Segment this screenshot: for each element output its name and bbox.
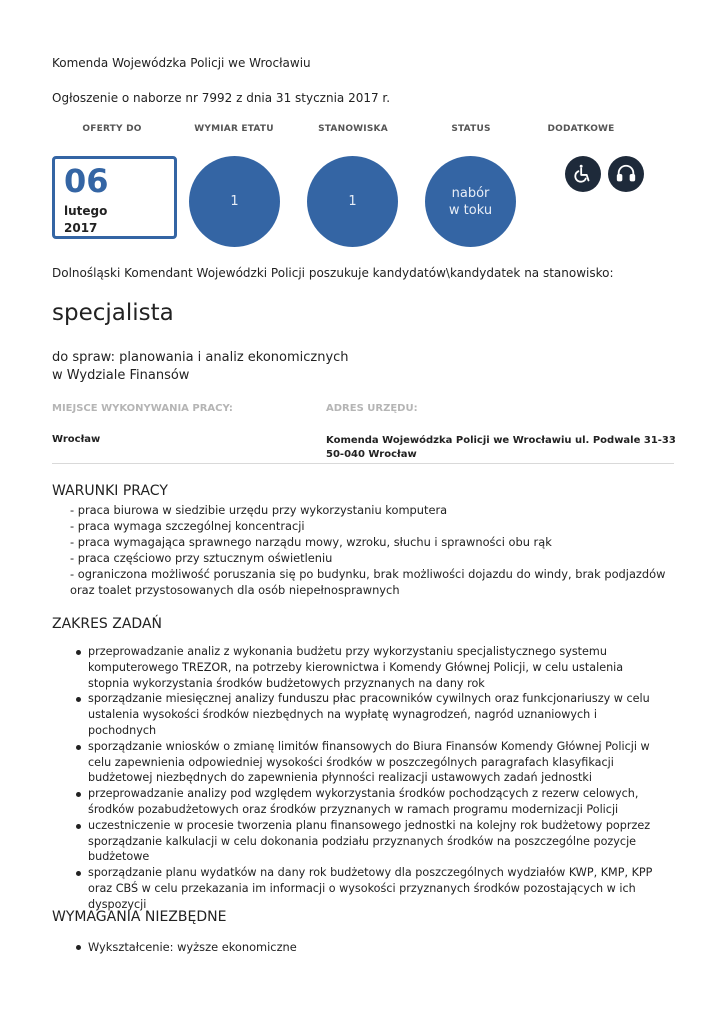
positions-value: 1 — [348, 194, 357, 209]
etat-value: 1 — [230, 194, 239, 209]
deadline-year: 2017 — [64, 221, 98, 235]
institution-name: Komenda Wojewódzka Policji we Wrocławiu — [52, 56, 311, 70]
status-circle — [425, 156, 516, 247]
list-item: - praca wymagająca sprawnego narządu mowy, wzroku, słuchu i sprawności obu rąk — [70, 535, 552, 549]
label-status: STATUS — [451, 124, 491, 134]
deadline-day: 06 — [64, 162, 109, 200]
position-subtitle — [52, 349, 349, 385]
list-item: sporządzanie miesięcznej analizy funduszu płac pracowników cywilnych oraz funkcjonariuszy w celu ustalenia wysokości środków niezbędnych na wypłatę wynagrodzeń, nagród uznaniowych i pochodnych — [52, 691, 662, 738]
list-item: - praca biurowa w siedzibie urzędu przy wykorzystaniu komputera — [70, 503, 448, 517]
list-item: Wykształcenie: wyższe ekonomiczne — [52, 939, 662, 955]
list-item: uczestniczenie w procesie tworzenia planu finansowego jednostki na kolejny rok budżetowy poprzez sporządzanie kalkulacji w celu dokonania podziału przyznanych środków na poszczególne pozycje budżetowe — [52, 818, 662, 865]
divider — [52, 463, 674, 464]
requirements-title: WYMAGANIA NIEZBĘDNE — [52, 909, 227, 925]
address-line-1: Komenda Wojewódzka Policji we Wrocławiu ul. Podwale 31-33 — [326, 435, 676, 446]
status-line-1: nabór — [451, 185, 490, 201]
address-line-2: 50-040 Wrocław — [326, 449, 417, 460]
wheelchair-icon — [565, 156, 601, 192]
workplace-label: MIEJSCE WYKONYWANIA PRACY: — [52, 403, 233, 414]
label-wymiar-etatu: WYMIAR ETATU — [194, 124, 274, 134]
list-item: przeprowadzanie analiz z wykonania budżetu przy wykorzystaniu specjalistycznego systemu komputerowego TREZOR, na potrzeby kierownictwa i Komendy Głównej Policji, w celu ustalenia stopnia wykorzystania środków budżetowych przyznanych na dany rok — [52, 644, 662, 691]
label-stanowiska: STANOWISKA — [318, 124, 388, 134]
deadline-month: lutego — [64, 204, 108, 218]
office-address-value — [326, 434, 676, 462]
conditions-title: WARUNKI PRACY — [52, 483, 168, 499]
headset-icon — [608, 156, 644, 192]
status-line-2: w toku — [448, 202, 493, 218]
list-item: - praca częściowo przy sztucznym oświetleniu — [70, 551, 333, 565]
requirements-list — [52, 939, 662, 955]
tasks-title: ZAKRES ZADAŃ — [52, 616, 163, 632]
position-department: w Wydziale Finansów — [52, 368, 190, 383]
stats-header-row — [52, 124, 674, 138]
list-item: - praca wymaga szczególnej koncentracji — [70, 519, 305, 533]
tasks-list — [52, 644, 662, 913]
list-item: sporządzanie wniosków o zmianę limitów finansowych do Biura Finansów Komendy Głównej Policji w celu zapewnienia odpowiedniej wysokości środków w poszczególnych paragrafach klasyfikacji budżetowej niezbędnych do zapewnienia płynności realizacji ustawowych zadań jednostki — [52, 739, 662, 786]
workplace-value: Wrocław — [52, 434, 101, 445]
list-item: sporządzanie planu wydatków na dany rok budżetowy dla poszczególnych wydziałów KWP, KMP, KPP oraz CBŚ w celu przekazania im informacji o wysokości przyznanych środków pozostających w ich dyspozycji — [52, 865, 662, 912]
deadline-date-box — [52, 156, 177, 239]
list-item: przeprowadzanie analizy pod względem wykorzystania środków pochodzących z rezerw celowych, środków pozabudżetowych oraz środków przyznanych w ramach programu modernizacji Policji — [52, 786, 662, 818]
position-title: specjalista — [52, 300, 174, 326]
label-oferty-do: OFERTY DO — [82, 124, 142, 134]
label-dodatkowe: DODATKOWE — [547, 124, 615, 134]
conditions-list — [70, 502, 670, 598]
office-address-label: ADRES URZĘDU: — [326, 403, 418, 414]
announcement-number: Ogłoszenie o naborze nr 7992 z dnia 31 stycznia 2017 r. — [52, 91, 391, 105]
recruitment-intro: Dolnośląski Komendant Wojewódzki Policji poszukuje kandydatów\kandydatek na stanowisko: — [52, 266, 614, 280]
etat-circle — [189, 156, 280, 247]
position-scope: do spraw: planowania i analiz ekonomicznych — [52, 350, 349, 365]
list-item: - ograniczona możliwość poruszania się po budynku, brak możliwości dojazdu do windy, brak podjazdów oraz toalet przystosowanych dla osób niepełnosprawnych — [70, 567, 666, 597]
positions-circle — [307, 156, 398, 247]
